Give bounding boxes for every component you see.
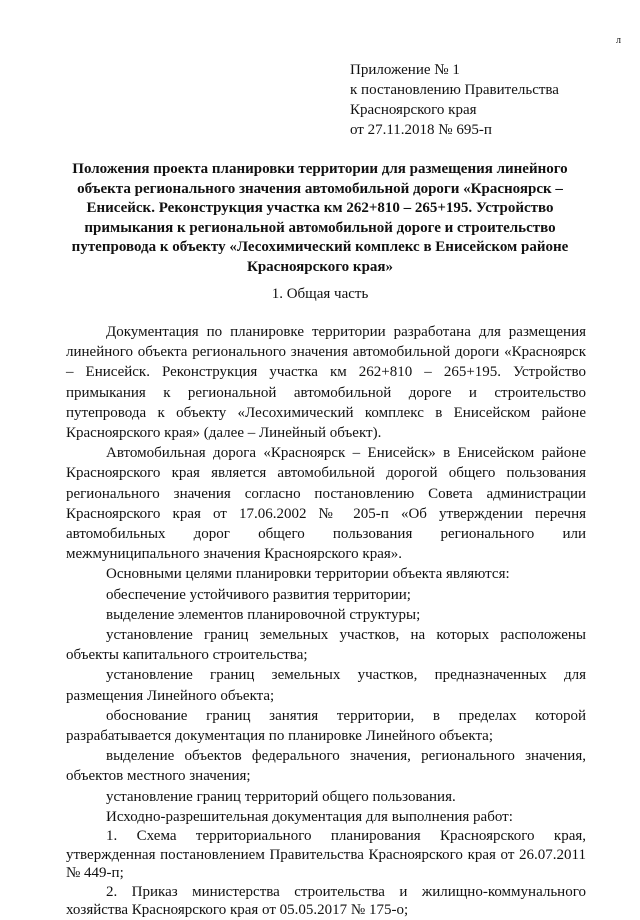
paragraph: Автомобильная дорога «Красноярск – Енисейск» в Енисейском районе Красноярского края является автомобильной дорогой общего пользования регионального значения согласно постановлению Совета администрации Красноярского края от 17.06.2002 № 205-п «Об утверждении перечня автомобильных дорог общего пользования регионального или межмуниципального значения Красноярского края».	[66, 445, 586, 563]
annex-line: от 27.11.2018 № 695-п	[350, 122, 492, 138]
paragraph: обоснование границ занятия территории, в пределах которой разрабатывается документация по планировке Линейного объекта;	[66, 707, 586, 745]
document-body	[66, 322, 586, 920]
paragraph: обеспечение устойчивого развития территории;	[106, 586, 411, 603]
paragraph: установление границ земельных участков, предназначенных для размещения Линейного объекта;	[66, 667, 586, 704]
paragraph: установление границ земельных участков, на которых расположены объекты капитального строительства;	[66, 627, 586, 664]
paragraph: Документация по планировке территории разработана для размещения линейного объекта регионального значения автомобильной дороги «Красноярск – Енисейск. Реконструкция участка км 262+810 – 265+195. Устройство примыкания к региональной автомобильной дороге и строительство путепровода к объекту «Лесохимический комплекс в Енисейском районе Красноярского края» (далее – Линейный объект).	[66, 324, 586, 442]
paragraph: Исходно-разрешительная документация для выполнения работ:	[106, 808, 513, 825]
paragraph: 2. Приказ министерства строительства и жилищно-коммунального хозяйства Красноярского края от 05.05.2017 № 175-о;	[66, 883, 586, 919]
annex-header	[350, 60, 620, 140]
annex-line: Приложение № 1	[350, 62, 460, 78]
paragraph: установление границ территорий общего пользования.	[106, 788, 456, 805]
paragraph: 1. Схема территориального планирования Красноярского края, утвержденная постановлением Правительства Красноярского края от 26.07.2011 № 449-п;	[66, 828, 586, 882]
annex-line: к постановлению Правительства	[350, 82, 559, 98]
corner-mark: л	[616, 35, 621, 46]
paragraph: выделение элементов планировочной структуры;	[106, 606, 421, 623]
section-heading: 1. Общая часть	[271, 286, 369, 302]
paragraph: Основными целями планировки территории объекта являются:	[106, 566, 510, 583]
paragraph: выделение объектов федерального значения, регионального значения, объектов местного значения;	[66, 748, 586, 785]
document-title: Положения проекта планировки территории для размещения линейного объекта регионального значения автомобильной дороги «Красноярск – Енисейск. Реконструкция участка км 262+810 – 265+195. Устройство примыкания к региональной автомобильной дороге и строительство путепровода к объекту «Лесохимический комплекс в Енисейском районе Красноярского края»	[71, 161, 569, 275]
annex-line: Красноярского края	[350, 102, 477, 118]
